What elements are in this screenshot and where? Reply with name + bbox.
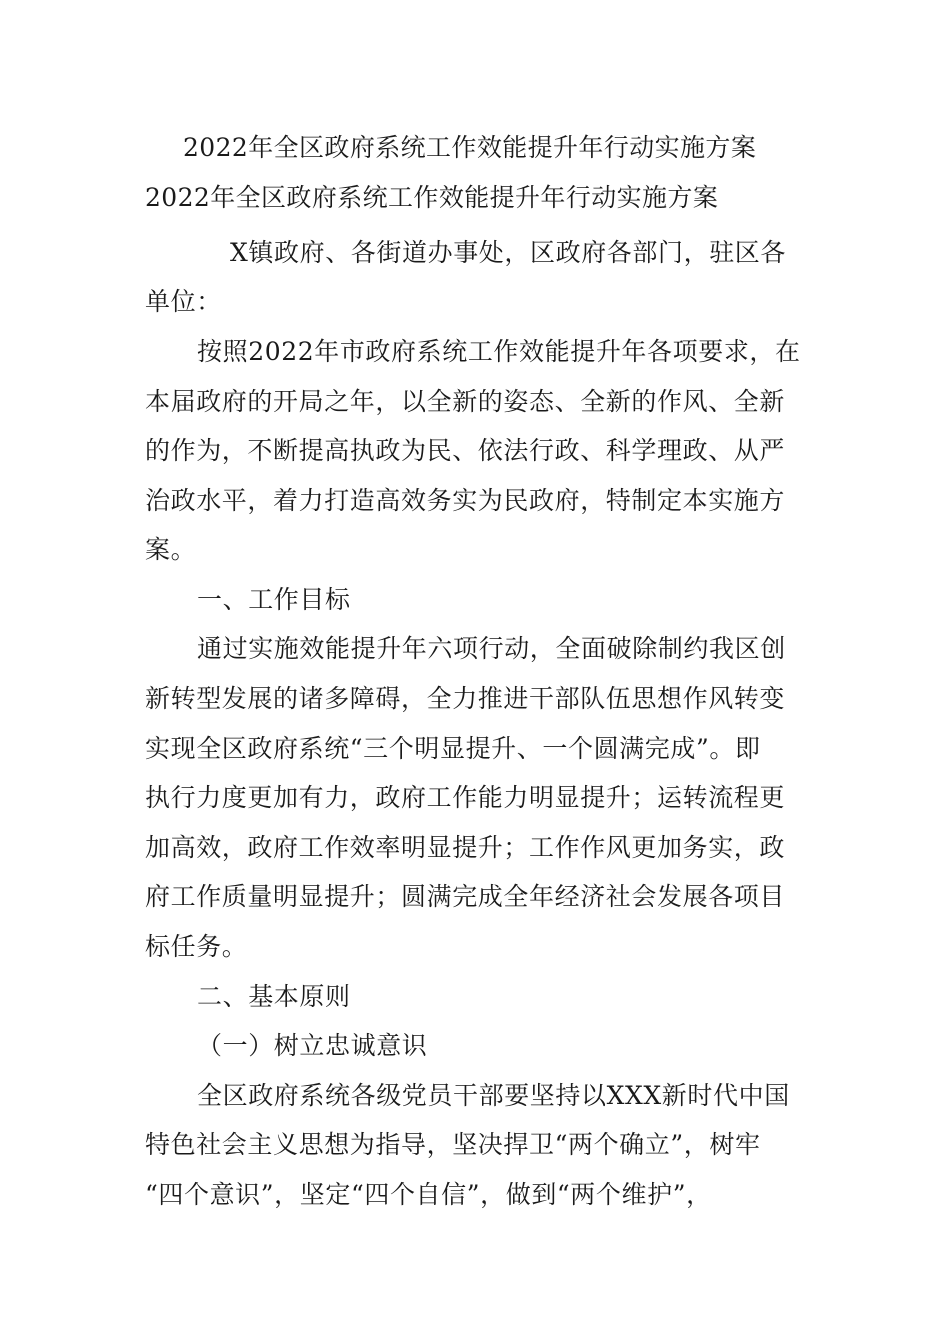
body-line: 通过实施效能提升年六项行动，全面破除制约我区创 (197, 634, 786, 663)
body-line: 府工作质量明显提升；圆满完成全年经济社会发展各项目 (145, 882, 786, 911)
body-line: 新转型发展的诸多障碍，全力推进干部队伍思想作风转变 (145, 684, 786, 713)
document-title: 2022年全区政府系统工作效能提升年行动实施方案 (183, 133, 757, 162)
body-line: 全区政府系统各级党员干部要坚持以XXX新时代中国 (197, 1081, 790, 1110)
body-line: 案。 (145, 535, 197, 564)
body-line: 实现全区政府系统“三个明显提升、一个圆满完成”。即 (145, 734, 761, 763)
body-line: 标任务。 (145, 932, 248, 961)
body-line: 特色社会主义思想为指导，坚决捍卫“两个确立”，树牢 (145, 1130, 761, 1159)
body-line: 的作为，不断提高执政为民、依法行政、科学理政、从严 (145, 436, 786, 465)
body-line: 治政水平，着力打造高效务实为民政府，特制定本实施方 (145, 486, 786, 515)
body-line: 单位： (145, 287, 222, 316)
document-subtitle: 2022年全区政府系统工作效能提升年行动实施方案 (145, 183, 719, 212)
body-line: 按照2022年市政府系统工作效能提升年各项要求，在 (197, 337, 801, 366)
section-heading: 一、工作目标 (197, 585, 351, 614)
body-line: 加高效，政府工作效率明显提升；工作作风更加务实，政 (145, 833, 786, 862)
body-line: “四个意识”，坚定“四个自信”，做到“两个维护”， (145, 1180, 712, 1209)
body-line: X镇政府、各街道办事处，区政府各部门，驻区各 (230, 238, 786, 267)
section-heading: 二、基本原则 (197, 982, 351, 1011)
subsection-heading: （一）树立忠诚意识 (197, 1031, 428, 1060)
body-line: 本届政府的开局之年，以全新的姿态、全新的作风、全新 (145, 387, 786, 416)
body-line: 执行力度更加有力，政府工作能力明显提升；运转流程更 (145, 783, 786, 812)
